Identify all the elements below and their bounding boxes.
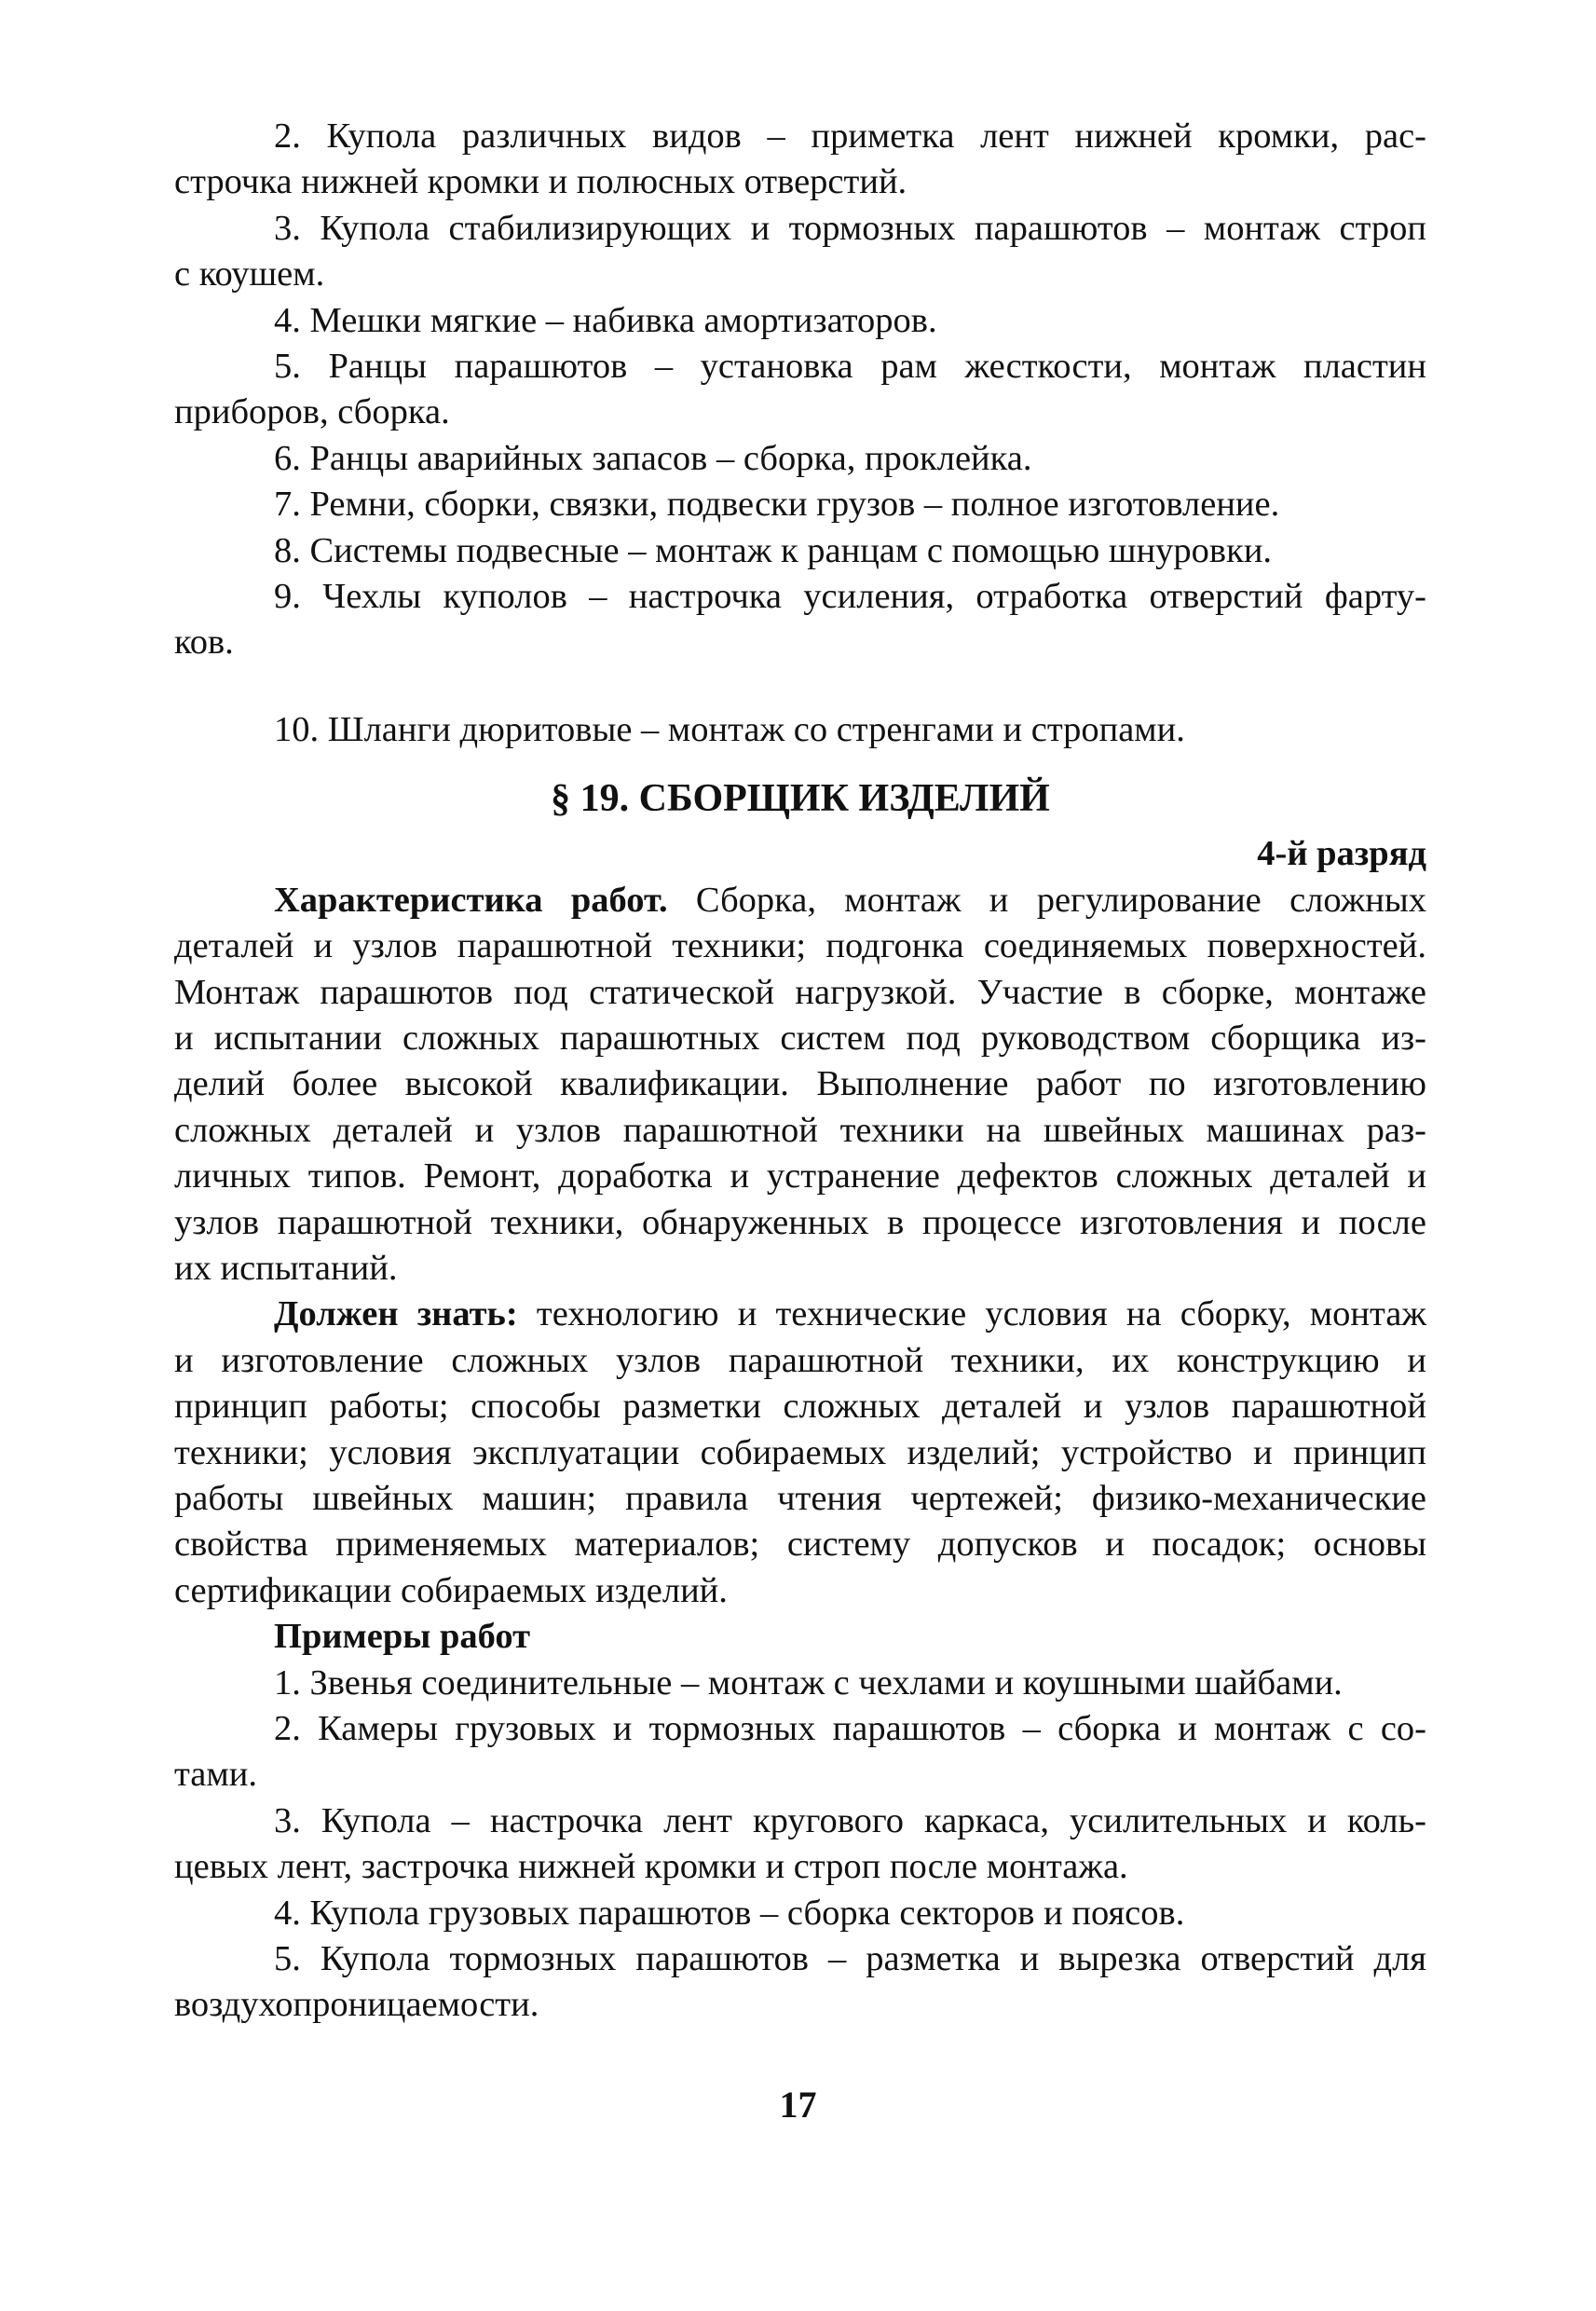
list-item-line: 6. Ранцы аварийных запасов – сборка, проклейка. bbox=[274, 438, 1032, 478]
paragraph-line: личных типов. Ремонт, доработка и устранение дефектов сложных деталей и bbox=[174, 1156, 1426, 1197]
paragraph-line: техники; условия эксплуатации собираемых изделий; устройство и принцип bbox=[174, 1432, 1426, 1472]
list-item bbox=[174, 1706, 1426, 1798]
paragraph-line: сертификации собираемых изделий. bbox=[174, 1570, 728, 1610]
list-item-line: 7. Ремни, сборки, связки, подвески грузов – полное изготовление. bbox=[274, 485, 1280, 525]
work-examples-list bbox=[174, 1661, 1426, 2029]
paragraph-line: их испытаний. bbox=[174, 1248, 398, 1288]
must-know-label: Должен знать: bbox=[274, 1294, 518, 1334]
paragraph-line: сложных деталей и узлов парашютной техники на швейных машинах раз- bbox=[174, 1110, 1426, 1150]
paragraph-line: делий более высокой квалификации. Выполнение работ по изготовлению bbox=[174, 1064, 1426, 1104]
list-item-line: 2. Купола различных видов – приметка лент нижней кромки, рас- bbox=[274, 116, 1426, 156]
list-item bbox=[174, 436, 1426, 482]
text-column bbox=[174, 114, 1426, 2029]
list-item-line: 3. Купола – настрочка лент кругового каркаса, усилительных и коль- bbox=[274, 1800, 1426, 1840]
list-item-line: 10. Шланги дюритовые – монтаж со стренгами и стропами. bbox=[274, 709, 1185, 749]
list-item bbox=[174, 206, 1426, 298]
list-item-line: цевых лент, застрочка нижней кромки и строп после монтажа. bbox=[174, 1847, 1128, 1887]
list-item-line: 3. Купола стабилизирующих и тормозных парашютов – монтаж строп bbox=[274, 208, 1426, 248]
paragraph-line: свойства применяемых материалов; систему допусков и посадок; основы bbox=[174, 1525, 1426, 1565]
examples-heading: Примеры работ bbox=[274, 1617, 531, 1657]
list-item bbox=[174, 298, 1426, 344]
paragraph-line: деталей и узлов парашютной техники; подгонка соединяемых поверхностей. bbox=[174, 926, 1426, 966]
paragraph-line: и испытании сложных парашютных систем под руководством сборщика из- bbox=[174, 1018, 1426, 1058]
list-item-line: воздухопроницаемости. bbox=[174, 1985, 539, 2025]
paragraph-line: Монтаж парашютов под статической нагрузкой. Участие в сборке, монтаже bbox=[174, 972, 1426, 1012]
list-item bbox=[174, 344, 1426, 436]
list-item-line: 4. Купола грузовых парашютов – сборка секторов и поясов. bbox=[274, 1893, 1185, 1933]
work-examples-list-continued bbox=[174, 114, 1426, 753]
list-item-line: приборов, сборка. bbox=[174, 392, 450, 432]
list-item-line: 1. Звенья соединительные – монтаж с чехлами и коушными шайбами. bbox=[274, 1662, 1343, 1702]
list-item bbox=[174, 1798, 1426, 1891]
paragraph-line: принцип работы; способы разметки сложных деталей и узлов парашютной bbox=[174, 1387, 1426, 1427]
list-item-line: 8. Системы подвесные – монтаж к ранцам с помощью шнуровки. bbox=[274, 530, 1273, 570]
list-item-line: 9. Чехлы куполов – настрочка усиления, отработка отверстий фарту- bbox=[274, 577, 1426, 617]
grade-label: 4-й разряд bbox=[1257, 834, 1426, 874]
list-item bbox=[174, 1891, 1426, 1936]
paragraph-line: Характеристика работ. Сборка, монтаж и регулирование сложных bbox=[274, 880, 1426, 920]
paragraph-line: работы швейных машин; правила чтения чертежей; физико-механические bbox=[174, 1478, 1426, 1518]
list-item-line: ков. bbox=[174, 622, 234, 663]
list-item bbox=[174, 1936, 1426, 2029]
paragraph-line: Должен знать: технологию и технические условия на сборку, монтаж bbox=[274, 1294, 1426, 1334]
list-item-line: 4. Мешки мягкие – набивка амортизаторов. bbox=[274, 300, 937, 340]
page-number: 17 bbox=[779, 2084, 817, 2126]
list-item-line: тами. bbox=[174, 1755, 257, 1795]
section-title: § 19. СБОРЩИК ИЗДЕЛИЙ bbox=[551, 777, 1050, 821]
list-item bbox=[174, 574, 1426, 666]
list-item-line: строчка нижней кромки и полюсных отверстий. bbox=[174, 162, 907, 202]
list-item bbox=[174, 528, 1426, 574]
list-item bbox=[174, 482, 1426, 527]
work-characteristics-paragraph bbox=[174, 878, 1426, 1292]
paragraph-line: узлов парашютной техники, обнаруженных в процессе изготовления и после bbox=[174, 1202, 1426, 1242]
list-item bbox=[174, 114, 1426, 206]
characteristics-label: Характеристика работ. bbox=[274, 880, 668, 920]
list-item-line: 5. Ранцы парашютов – установка рам жесткости, монтаж пластин bbox=[274, 347, 1426, 387]
list-item-line: 2. Камеры грузовых и тормозных парашютов – сборка и монтаж с со- bbox=[274, 1709, 1426, 1748]
paragraph-line: и изготовление сложных узлов парашютной техники, их конструкцию и bbox=[174, 1340, 1426, 1380]
list-item-line: 5. Купола тормозных парашютов – разметка и вырезка отверстий для bbox=[274, 1939, 1426, 1979]
list-item bbox=[174, 707, 1426, 753]
list-item bbox=[174, 1661, 1426, 1706]
must-know-paragraph bbox=[174, 1292, 1426, 1614]
list-item-line: с коушем. bbox=[174, 254, 325, 294]
